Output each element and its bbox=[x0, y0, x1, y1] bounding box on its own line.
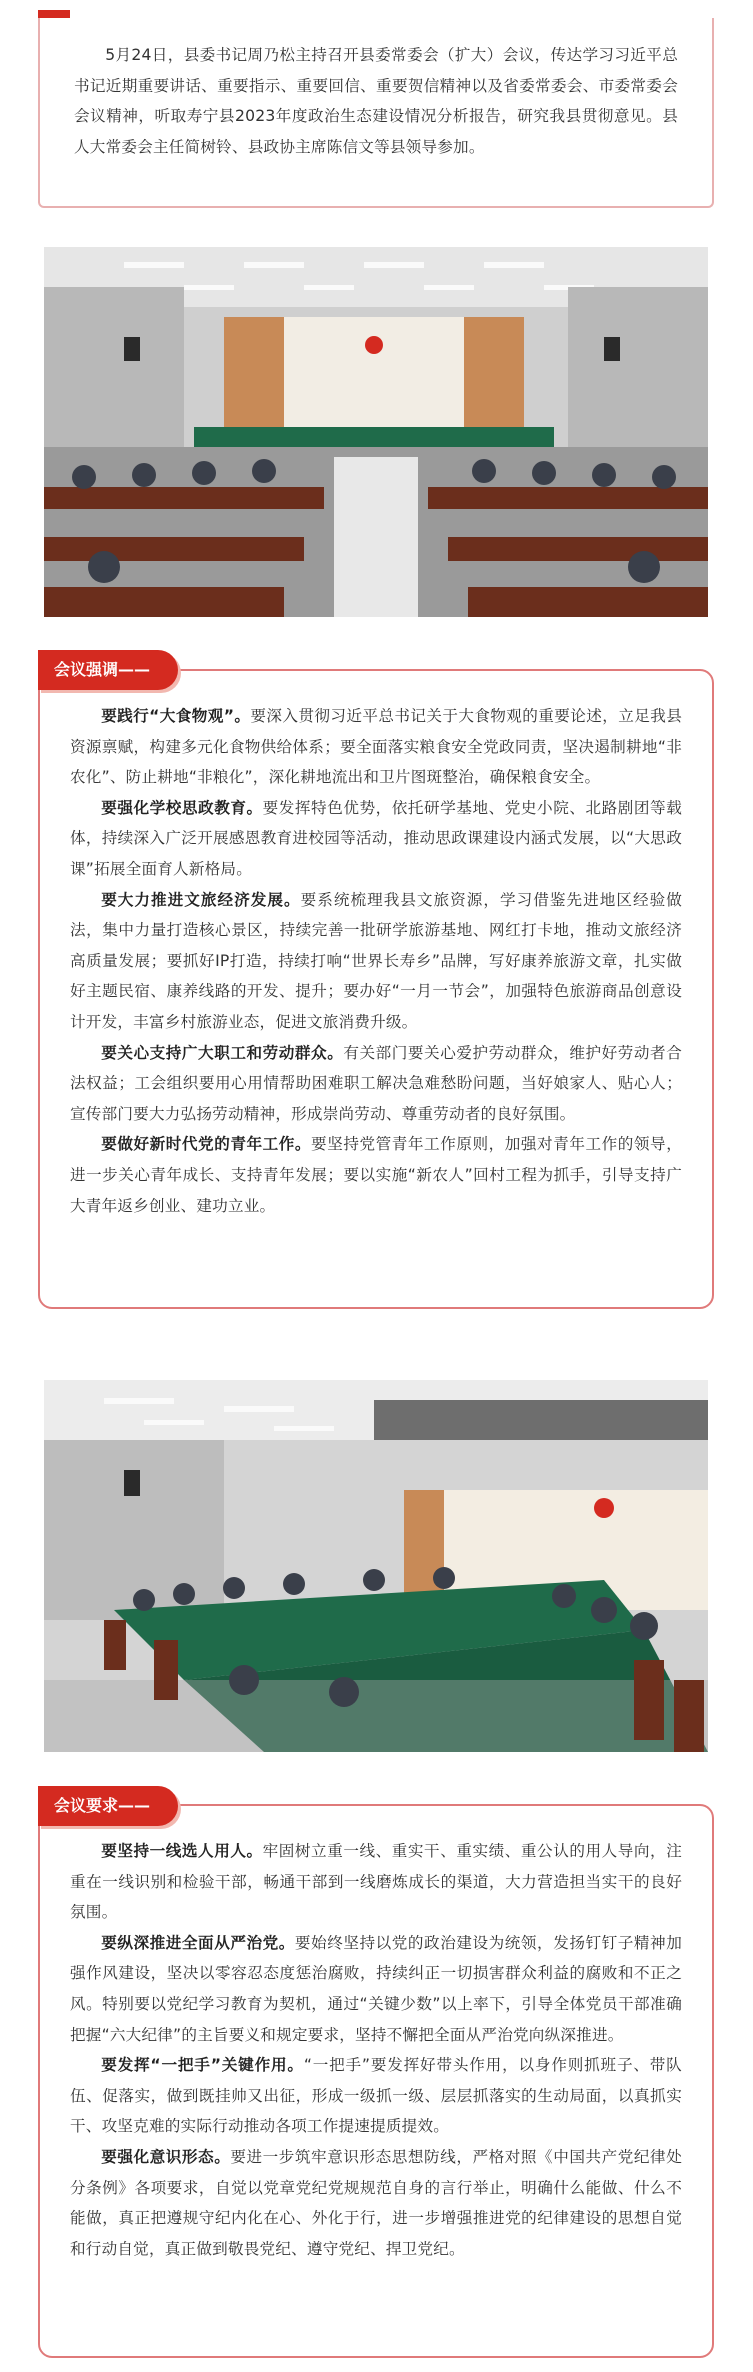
requirements-paragraph bbox=[70, 1836, 682, 1928]
intro-paragraph: 5月24日，县委书记周乃松主持召开县委常委会（扩大）会议，传达学习习近平总书记近期重要讲话、重要指示、重要回信、重要贺信精神以及省委常委会、市委常委会会议精神，听取寿宁县2023年度政治生态建设情况分析报告，研究我县贯彻意见。县人大常委会主任简树铃、县政协主席陈信文等县领导参加。 bbox=[74, 46, 678, 156]
emphasis-section-card bbox=[38, 669, 714, 1309]
emphasis-paragraph bbox=[70, 1129, 682, 1221]
paragraph-lead: 要纵深推进全面从严治党。 bbox=[101, 1933, 295, 1952]
paragraph-body: 要坚持党管青年工作原则，加强对青年工作的领导，进一步关心青年成长、支持青年发展；要以实施“新农人”回村工程为抓手，引导支持广大青年返乡创业、建功立业。 bbox=[70, 1135, 682, 1215]
paragraph-body: “一把手”要发挥好带头作用，以身作则抓班子、带队伍、促落实，做到既挂帅又出征，形成一级抓一级、层层抓落实的生动局面，以真抓实干、攻坚克难的实际行动推动各项工作提速提质提效。 bbox=[70, 2056, 682, 2136]
paragraph-lead: 要坚持一线选人用人。 bbox=[101, 1842, 263, 1860]
emphasis-paragraph bbox=[70, 701, 682, 793]
intro-card bbox=[38, 18, 714, 208]
meeting-photo-1 bbox=[44, 247, 708, 617]
meeting-photo-2 bbox=[44, 1380, 708, 1752]
paragraph-lead: 要大力推进文旅经济发展。 bbox=[101, 890, 301, 909]
emphasis-paragraph bbox=[70, 885, 682, 1038]
emphasis-paragraph bbox=[70, 793, 682, 885]
paragraph-body: 要深入贯彻习近平总书记关于大食物观的重要论述，立足我县资源禀赋，构建多元化食物供给体系；要全面落实粮食安全党政同责，坚决遏制耕地“非农化”、防止耕地“非粮化”，深化耕地流出和卫片图斑整治，确保粮食安全。 bbox=[70, 707, 682, 787]
paragraph-body: 要发挥特色优势，依托研学基地、党史小院、北路剧团等载体，持续深入广泛开展感恩教育进校园等活动，推动思政课建设内涵式发展，以“大思政课”拓展全面育人新格局。 bbox=[70, 798, 682, 878]
section-badge-emphasis: 会议强调—— bbox=[38, 650, 178, 690]
paragraph-body: 要进一步筑牢意识形态思想防线，严格对照《中国共产党纪律处分条例》各项要求，自觉以党章党纪党规规范自身的言行举止，明确什么能做、什么不能做，真正把遵规守纪内化在心、外化于行，进一步增强推进党的纪律建设的思想自觉和行动自觉，真正做到敬畏党纪、遵守党纪、捍卫党纪。 bbox=[70, 2147, 682, 2258]
paragraph-lead: 要关心支持广大职工和劳动群众。 bbox=[101, 1043, 344, 1062]
paragraph-lead: 要强化意识形态。 bbox=[101, 2147, 231, 2166]
section-badge-requirements: 会议要求—— bbox=[38, 1786, 178, 1826]
paragraph-lead: 要强化学校思政教育。 bbox=[101, 798, 263, 817]
paragraph-lead: 要做好新时代党的青年工作。 bbox=[101, 1135, 312, 1154]
requirements-section-card bbox=[38, 1804, 714, 2358]
paragraph-lead: 要发挥“一把手”关键作用。 bbox=[101, 2056, 304, 2075]
paragraph-lead: 要践行“大食物观”。 bbox=[101, 707, 251, 725]
paragraph-body: 有关部门要关心爱护劳动群众，维护好劳动者合法权益；工会组织要用心用情帮助困难职工解决急难愁盼问题，当好娘家人、贴心人；宣传部门要大力弘扬劳动精神，形成崇尚劳动、尊重劳动者的良好氛围。 bbox=[70, 1043, 682, 1123]
requirements-paragraph bbox=[70, 1928, 682, 2050]
paragraph-body: 牢固树立重一线、重实干、重实绩、重公认的用人导向，注重在一线识别和检验干部，畅通干部到一线磨炼成长的渠道，大力营造担当实干的良好氛围。 bbox=[70, 1842, 682, 1922]
requirements-paragraph bbox=[70, 2050, 682, 2142]
emphasis-paragraph bbox=[70, 1038, 682, 1130]
paragraph-body: 要系统梳理我县文旅资源，学习借鉴先进地区经验做法，集中力量打造核心景区，持续完善一批研学旅游基地、网红打卡地，推动文旅经济高质量发展；要抓好IP打造，持续打响“世界长寿乡”品牌，写好康养旅游文章，扎实做好主题民宿、康养线路的开发、提升；要办好“一月一节会”，加强特色旅游商品创意设计开发，丰富乡村旅游业态，促进文旅消费升级。 bbox=[70, 890, 682, 1031]
paragraph-body: 要始终坚持以党的政治建设为统领，发扬钉钉子精神加强作风建设，坚决以零容忍态度惩治腐败，持续纠正一切损害群众利益的腐败和不正之风。特别要以党纪学习教育为契机，通过“关键少数”以上率下，引导全体党员干部准确把握“六大纪律”的主旨要义和规定要求，坚持不懈把全面从严治党向纵深推进。 bbox=[70, 1933, 682, 2044]
requirements-paragraph bbox=[70, 2142, 682, 2264]
